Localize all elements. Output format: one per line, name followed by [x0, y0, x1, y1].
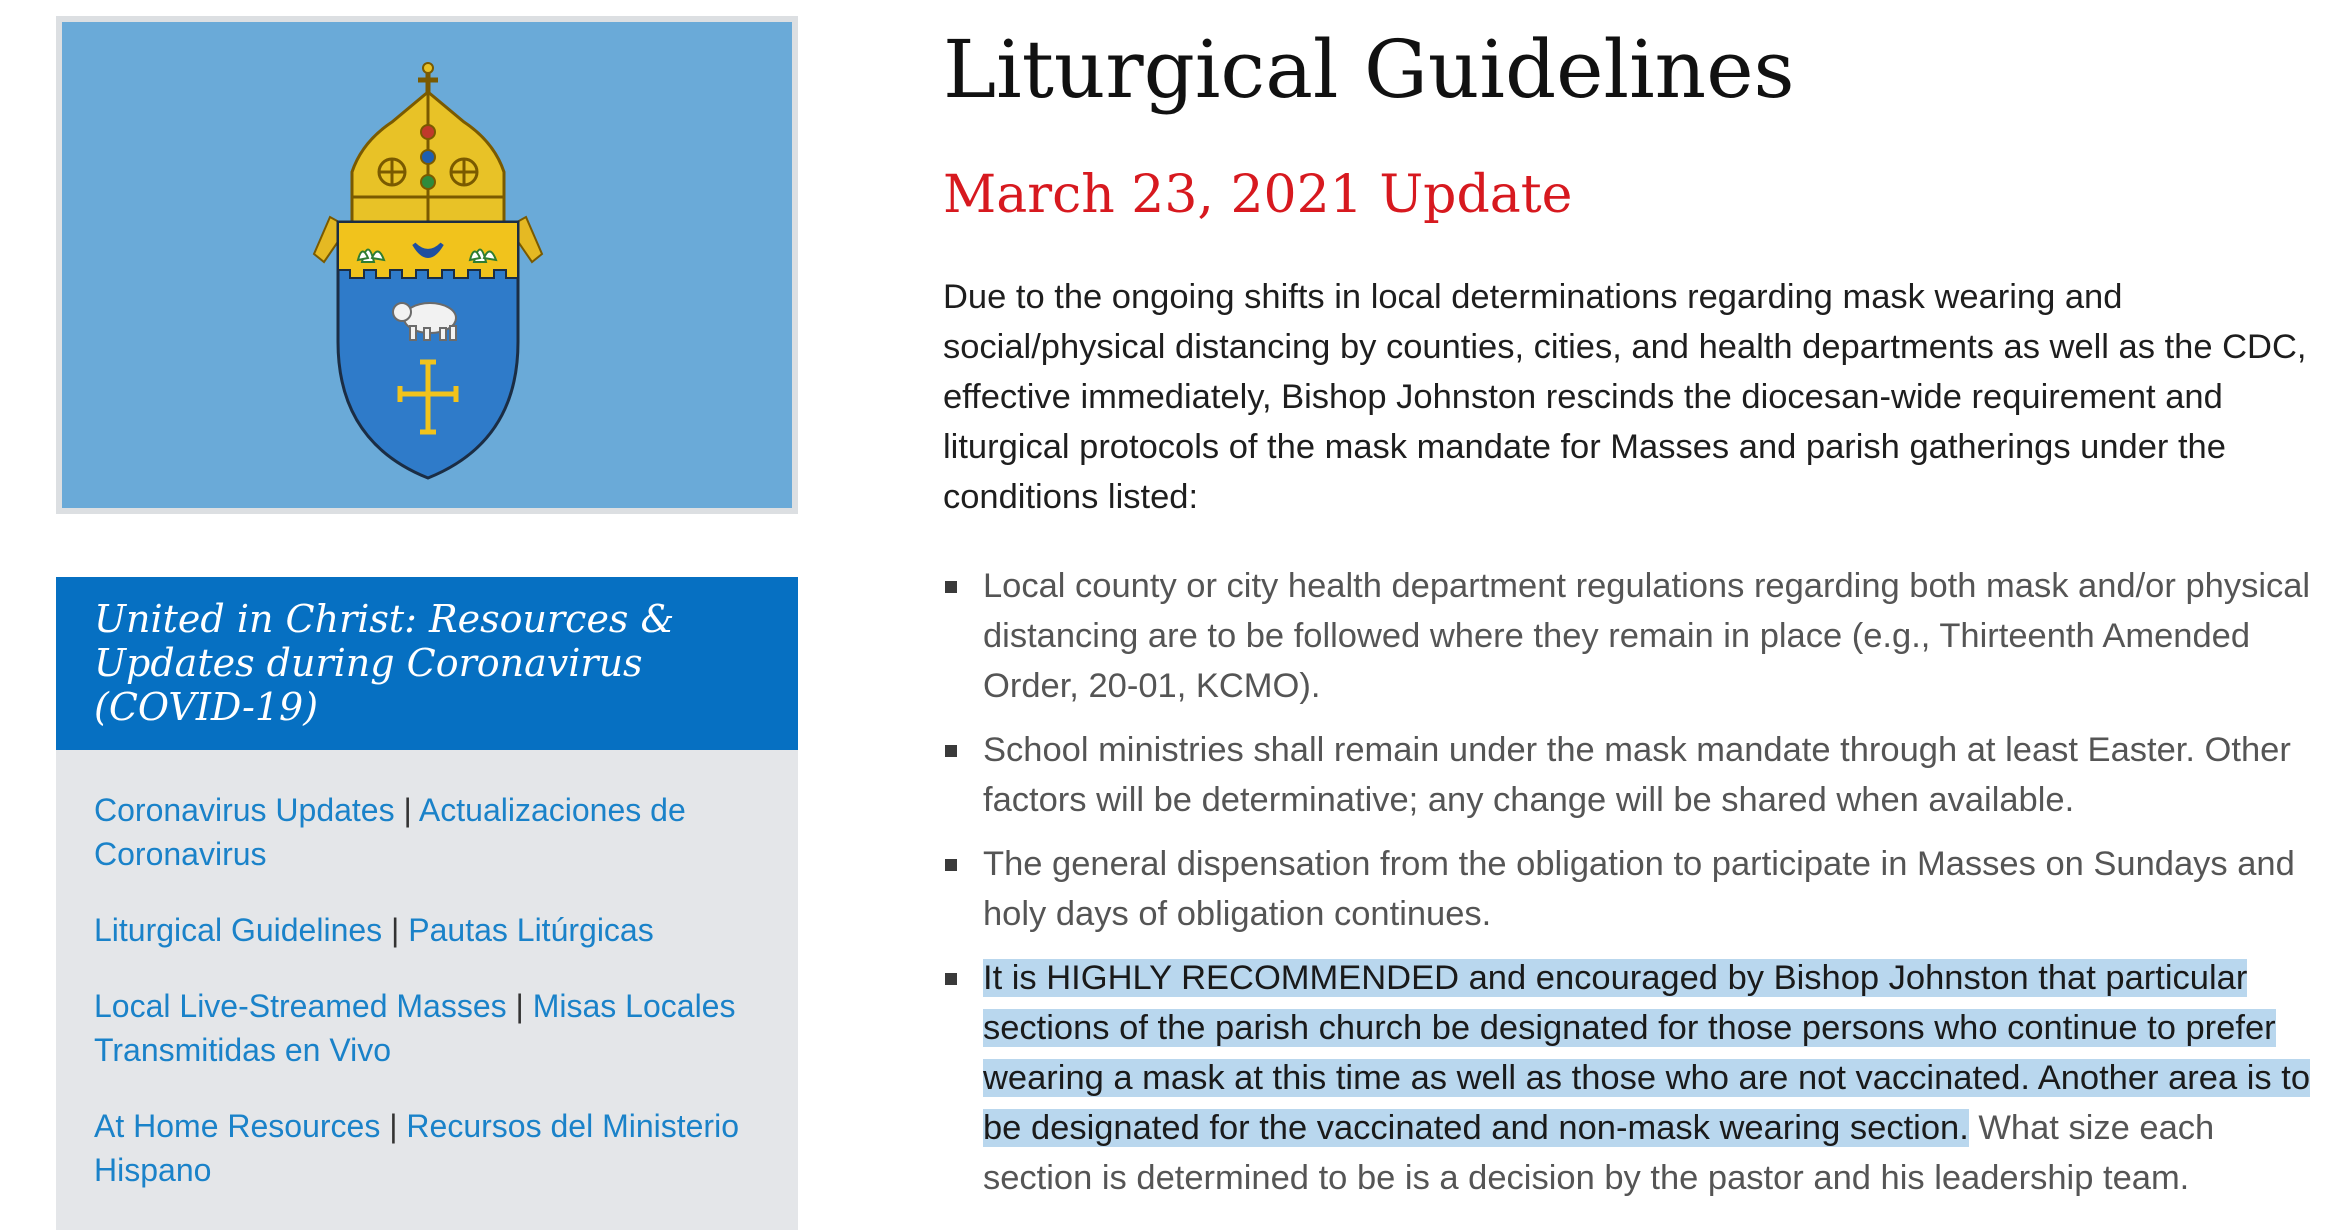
liturgical-guidelines-link[interactable]: Liturgical Guidelines	[94, 912, 383, 948]
list-item-text: The general dispensation from the obligation to participate in Masses on Sundays and holy days of obligation continues.	[983, 845, 2295, 933]
resource-item-live-streamed-masses	[94, 984, 762, 1072]
update-heading: March 23, 2021 Update	[943, 165, 1573, 225]
list-item	[943, 725, 2333, 825]
link-separator: |	[389, 1108, 407, 1144]
conditions-list	[943, 561, 2333, 1217]
live-streamed-masses-link[interactable]: Local Live-Streamed Masses	[94, 988, 507, 1024]
link-separator: |	[403, 792, 419, 828]
page-title: Liturgical Guidelines	[943, 23, 1795, 116]
resources-sidebar	[56, 577, 798, 1230]
bullet-icon	[945, 745, 957, 757]
list-item	[943, 839, 2333, 939]
highlighted-selection[interactable]: It is HIGHLY RECOMMENDED and encouraged by Bishop Johnston that particular sections of the parish church be designated for those persons who continue to prefer wearing a mask at this time as well as those who are not vaccinated. Another area is to be designated for the vaccinated and non-mask wearing section.	[983, 959, 2311, 1147]
list-item	[943, 561, 2333, 711]
misas-locales-link[interactable]: Misas Locales Transmitidas en Vivo	[94, 988, 736, 1068]
resource-item-liturgical-guidelines	[94, 908, 762, 952]
diocese-logo-card	[56, 16, 798, 514]
list-item-text: Local county or city health department regulations regarding both mask and/or physical distancing are to be followed where they remain in place (e.g., Thirteenth Amended Order, 20-01, KCMO).	[983, 567, 2311, 705]
link-separator: |	[515, 988, 533, 1024]
resource-item-at-home-resources	[94, 1104, 762, 1192]
actualizaciones-link[interactable]: Actualizaciones de Coronavirus	[94, 792, 686, 872]
list-item-text: School ministries shall remain under the mask mandate through at least Easter. Other factors will be determinative; any change will be shared when available.	[983, 731, 2291, 819]
pautas-liturgicas-link[interactable]: Pautas Litúrgicas	[408, 912, 654, 948]
recursos-ministerio-hispano-link[interactable]: Recursos del Ministerio Hispano	[94, 1108, 739, 1188]
link-separator: |	[391, 912, 409, 948]
diocese-coat-of-arms-icon	[62, 22, 792, 508]
bullet-icon	[945, 973, 957, 985]
at-home-resources-link[interactable]: At Home Resources	[94, 1108, 381, 1144]
intro-paragraph: Due to the ongoing shifts in local determinations regarding mask wearing and social/physical distancing by counties, cities, and health departments as well as the CDC, effective immediately, Bishop Johnston rescinds the diocesan-wide requirement and liturgical protocols of the mask mandate for Masses and parish gatherings under the conditions listed:	[943, 278, 2307, 516]
resources-list	[56, 750, 798, 1192]
bullet-icon	[945, 859, 957, 871]
bullet-icon	[945, 581, 957, 593]
resources-header: United in Christ: Resources & Updates during Coronavirus (COVID-19)	[56, 577, 798, 750]
list-item-text: What size each section is determined to be is a decision by the pastor and his leadership team.	[983, 1109, 2215, 1197]
resource-item-coronavirus-updates	[94, 788, 762, 876]
list-item	[943, 953, 2333, 1203]
coronavirus-updates-link[interactable]: Coronavirus Updates	[94, 792, 395, 828]
